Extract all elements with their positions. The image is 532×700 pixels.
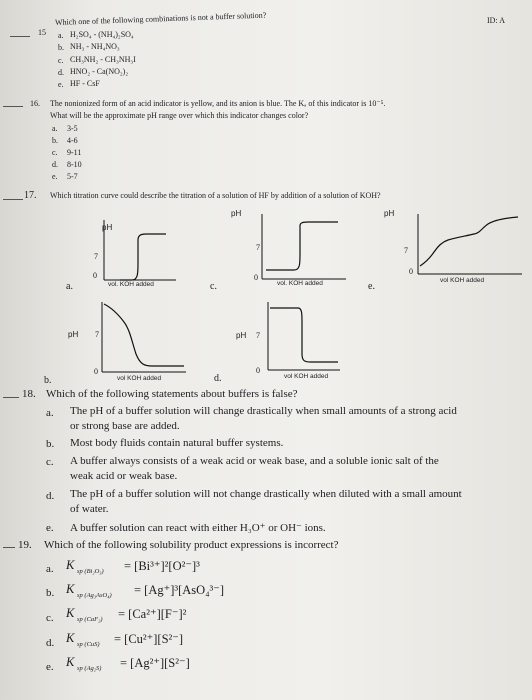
origin-0: 0 (409, 267, 413, 276)
q18-option-e-line1: A buffer solution can react with either H₃O⁺ or OH⁻ ions. (70, 522, 326, 534)
titration-curve (266, 222, 338, 270)
q15-option-a-letter: a. (58, 31, 64, 40)
q19-option-b-expr: = [Ag⁺]³[AsO₄³⁻] (134, 583, 225, 597)
curve-e-letter: e. (368, 281, 375, 292)
q18-option-d-line2: of water. (70, 503, 109, 515)
titration-curve (420, 217, 518, 266)
q17-number: 17. (24, 190, 37, 201)
ph-label: pH (102, 223, 113, 232)
q18-option-c-letter: c. (46, 456, 54, 468)
q19-option-c-letter: c. (46, 612, 54, 624)
titration-curve (120, 234, 166, 280)
q16-number: 16. (30, 99, 40, 108)
titration-curve-c (252, 212, 348, 288)
titration-curve-d (258, 300, 342, 378)
q19-option-a-letter: a. (46, 563, 54, 575)
answer-blank (10, 36, 30, 37)
answer-blank (3, 547, 15, 548)
q16-option-b-letter: b. (52, 136, 58, 145)
q18-stem: Which of the following statements about buffers is false? (46, 388, 298, 400)
q19-stem: Which of the following solubility product expressions is incorrect? (44, 539, 339, 551)
q19-option-e-letter: e. (46, 661, 54, 673)
answer-blank (3, 397, 19, 398)
q18-option-b-line1: Most body fluids contain natural buffer systems. (70, 437, 284, 449)
q15-option-e-letter: e. (58, 80, 64, 89)
curve-b-letter: b. (44, 375, 52, 386)
curve-d-letter: d. (214, 373, 222, 384)
q19-option-d-sub: sp (CuS) (77, 641, 100, 648)
answer-blank (3, 199, 23, 200)
q15-stem: Which one of the following combinations is not a buffer solution? (54, 10, 267, 27)
tick-7: 7 (404, 246, 408, 255)
ksp-symbol: K (66, 631, 75, 645)
x-axis-label: vol KOH added (117, 375, 162, 382)
titration-curve-e (408, 212, 524, 284)
ph-label: pH (384, 209, 395, 218)
q19-option-a-expr: = [Bi³⁺]²[O²⁻]³ (124, 559, 200, 573)
q15-option-d: HNO₂ - Ca(NO₂)₂ (70, 67, 129, 76)
q17-stem: Which titration curve could describe the titration of a solution of HF by addition of a solution of KOH? (50, 191, 381, 200)
x-axis-label: vol. KOH added (277, 280, 323, 287)
q16-option-b: 4-6 (67, 136, 78, 145)
ph-label: pH (236, 331, 247, 340)
tick-7: 7 (95, 330, 99, 339)
q16-option-e-letter: e. (52, 172, 58, 181)
q16-option-c-letter: c. (52, 148, 58, 157)
x-axis-label: vol KOH added (284, 373, 329, 380)
q18-option-b-letter: b. (46, 438, 55, 450)
q16-option-e: 5-7 (67, 172, 78, 181)
q16-stem-line2: What will be the approximate pH range over which this indicator changes color? (50, 111, 309, 120)
ph-label: pH (231, 209, 242, 218)
q16-option-d: 8-10 (67, 160, 82, 169)
q15-option-d-letter: d. (58, 68, 64, 77)
q16-option-a: 3-5 (67, 124, 78, 133)
titration-curve-b (90, 300, 190, 378)
q16-option-a-letter: a. (52, 124, 58, 133)
origin-0: 0 (254, 273, 258, 282)
q16-option-c: 9-11 (67, 148, 82, 157)
q19-option-c-sub: sp (CaF₂) (77, 616, 103, 623)
q19-option-b-sub: sp (Ag₃AsO₄) (77, 592, 112, 599)
curve-a-letter: a. (66, 281, 73, 292)
q15-number: 15 (38, 28, 46, 37)
titration-curve (270, 308, 338, 362)
origin-0: 0 (94, 367, 98, 376)
answer-blank (3, 106, 23, 107)
q19-option-e-expr: = [Ag²⁺][S²⁻] (120, 656, 190, 670)
q18-option-d-line1: The pH of a buffer solution will not change drastically when diluted with a small amount (70, 488, 462, 500)
tick-7: 7 (256, 243, 260, 252)
q15-option-c-letter: c. (58, 56, 64, 65)
tick-7: 7 (256, 331, 260, 340)
q19-option-a-sub: sp (Bi₂O₃) (77, 568, 104, 575)
page-id-mark: ID: A (487, 16, 505, 25)
q19-option-d-expr: = [Cu²⁺][S²⁻] (114, 632, 184, 646)
q18-option-a-line2: or strong base are added. (70, 420, 180, 432)
tick-7: 7 (94, 252, 98, 261)
ksp-symbol: K (66, 606, 75, 620)
x-axis-label: vol KOH added (440, 277, 485, 284)
ksp-symbol: K (66, 655, 75, 669)
q18-option-e-letter: e. (46, 522, 54, 534)
origin-0: 0 (93, 271, 97, 280)
q18-number: 18. (22, 388, 36, 400)
titration-curve (104, 304, 184, 366)
q19-option-c-expr: = [Ca²⁺][F⁻]² (118, 607, 187, 621)
q19-option-d-letter: d. (46, 637, 55, 649)
q18-option-a-letter: a. (46, 407, 54, 419)
q15-option-a: H₂SO₄ - (NH₄)₂SO₄ (70, 30, 134, 39)
ph-label: pH (68, 330, 79, 339)
q18-option-c-line1: A buffer always consists of a weak acid or weak base, and a soluble ionic salt of the (70, 455, 439, 467)
q16-option-d-letter: d. (52, 160, 58, 169)
ksp-symbol: K (66, 558, 75, 572)
q15-option-b-letter: b. (58, 43, 64, 52)
q19-option-e-sub: sp (Ag₂S) (77, 665, 102, 672)
q19-option-b-letter: b. (46, 587, 55, 599)
q18-option-c-line2: weak acid or weak base. (70, 470, 178, 482)
q18-option-d-letter: d. (46, 490, 55, 502)
origin-0: 0 (256, 366, 260, 375)
ksp-symbol: K (66, 582, 75, 596)
q18-option-a-line1: The pH of a buffer solution will change drastically when small amounts of a strong acid (70, 405, 457, 417)
q15-option-b: NH₃ - NH₄NO₃ (70, 42, 120, 51)
q19-number: 19. (18, 539, 32, 551)
q15-option-c: CH₃NH₂ - CH₃NH₃I (70, 55, 136, 64)
q16-stem-line1: The nonionized form of an acid indicator is yellow, and its anion is blue. The Kₐ of this indicator is 10⁻⁵. (50, 99, 386, 108)
q15-option-e: HF - CsF (70, 79, 100, 88)
curve-c-letter: c. (210, 281, 217, 292)
x-axis-label: vol. KOH added (108, 281, 154, 288)
